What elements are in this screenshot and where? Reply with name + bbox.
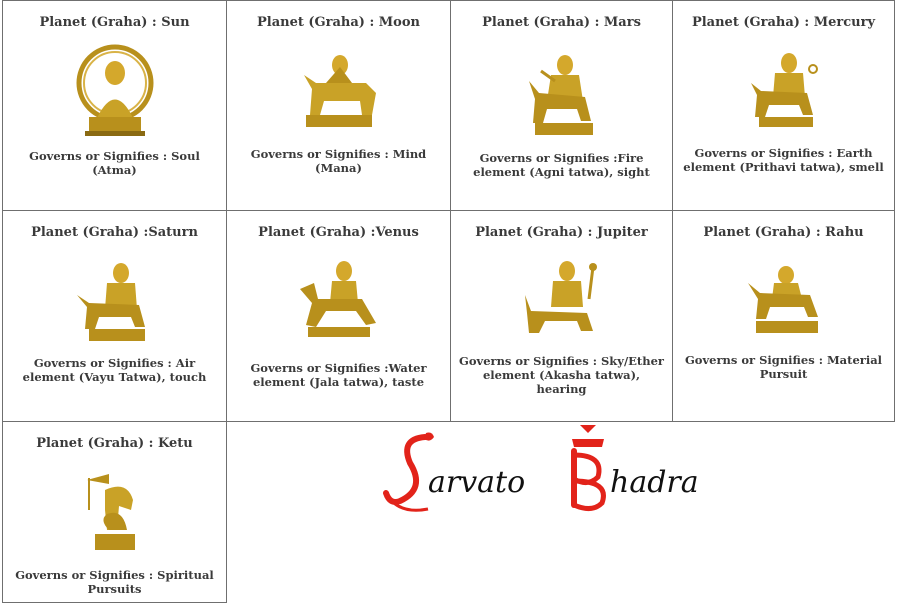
card-moon xyxy=(226,0,451,211)
mars-idol-image xyxy=(525,51,599,139)
card-title: Planet (Graha) : Mars xyxy=(482,15,641,30)
saturn-idol-image xyxy=(75,261,155,345)
venus-idol-image xyxy=(298,259,380,341)
card-sun xyxy=(2,0,227,211)
sun-idol-image xyxy=(75,43,155,138)
card-jupiter xyxy=(450,210,673,422)
card-title: Planet (Graha) : Sun xyxy=(39,15,190,30)
card-title: Planet (Graha) :Venus xyxy=(258,225,419,240)
jupiter-idol-image xyxy=(521,259,603,341)
ganesha-b-icon xyxy=(558,425,618,515)
card-title: Planet (Graha) : Moon xyxy=(257,15,420,30)
logo-text-sarvato: arvato xyxy=(428,465,526,500)
logo-text-hadra: hadra xyxy=(610,465,699,500)
card-mars xyxy=(450,0,673,211)
card-ketu xyxy=(2,421,227,603)
sarvato-bhadra-logo xyxy=(380,425,730,525)
card-mercury xyxy=(672,0,895,211)
card-description: Governs or Signifies : Mind (Mana) xyxy=(250,147,427,175)
card-title: Planet (Graha) :Saturn xyxy=(31,225,198,240)
card-description: Governs or Signifies : Material Pursuit xyxy=(684,353,883,381)
card-description: Governs or Signifies : Sky/Ether element (Akasha tatwa), hearing xyxy=(459,354,664,396)
card-description: Governs or Signifies :Water element (Jala tatwa), taste xyxy=(250,361,427,389)
card-rahu xyxy=(672,210,895,422)
card-venus xyxy=(226,210,451,422)
card-title: Planet (Graha) : Jupiter xyxy=(475,225,648,240)
card-description: Governs or Signifies : Soul (Atma) xyxy=(29,149,200,177)
mercury-idol-image xyxy=(747,51,821,131)
rahu-idol-image xyxy=(744,265,824,337)
card-description: Governs or Signifies :Fire element (Agni tatwa), sight xyxy=(473,151,650,179)
card-description: Governs or Signifies : Air element (Vayu Tatwa), touch xyxy=(22,356,207,384)
moon-idol-image xyxy=(296,53,382,131)
ketu-idol-image xyxy=(79,470,151,556)
card-title: Planet (Graha) : Ketu xyxy=(36,436,193,451)
card-description: Governs or Signifies : Earth element (Prithavi tatwa), smell xyxy=(683,146,884,174)
card-title: Planet (Graha) : Mercury xyxy=(691,15,876,30)
card-description: Governs or Signifies : Spiritual Pursuits xyxy=(15,568,214,596)
card-saturn xyxy=(2,210,227,422)
card-title: Planet (Graha) : Rahu xyxy=(703,225,864,240)
